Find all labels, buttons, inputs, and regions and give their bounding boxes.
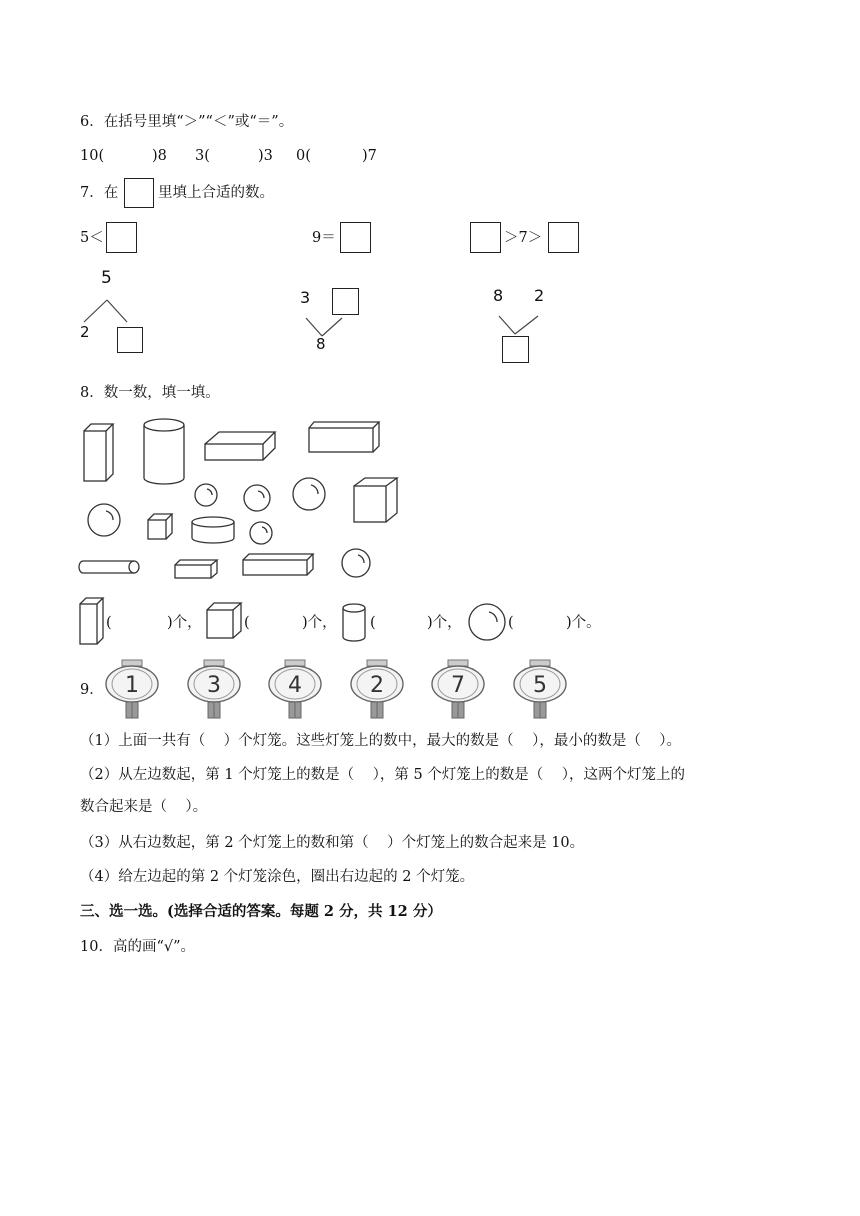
lantern-number: 2 xyxy=(369,673,384,698)
cube-icon xyxy=(148,514,172,539)
cylinder-icon xyxy=(144,419,184,484)
q9-sub2-line2: 数合起来是（ ）。 xyxy=(80,799,208,815)
q6-compare-3-left: 0( xyxy=(296,148,311,164)
q7-answer-box-1[interactable] xyxy=(106,222,137,253)
sphere-icon xyxy=(342,549,370,577)
lantern-icon[interactable] xyxy=(349,660,405,720)
lantern-icon[interactable] xyxy=(186,660,242,720)
cuboid-icon xyxy=(243,554,313,575)
q6-compare-1-left: 10( xyxy=(80,148,105,164)
q7-prefix: 7．在 xyxy=(80,185,119,201)
cuboid-icon xyxy=(80,598,103,644)
lantern-icon[interactable] xyxy=(267,660,323,720)
q7-split2-box[interactable] xyxy=(332,288,359,315)
q7-split3-box[interactable] xyxy=(502,336,529,363)
sphere-icon xyxy=(469,604,505,640)
q7-ineq2-text: ＞7＞ xyxy=(504,230,543,246)
cuboid-icon xyxy=(84,424,113,481)
lantern-icon[interactable] xyxy=(104,660,160,720)
q8-title: 8．数一数，填一填。 xyxy=(80,385,220,401)
q8-cuboid-open: ( xyxy=(106,615,112,631)
sphere-icon xyxy=(244,485,270,511)
sphere-icon xyxy=(250,522,272,544)
q8-cylinder-close: )个， xyxy=(427,615,462,631)
q7-answer-box-4[interactable] xyxy=(548,222,579,253)
q7-split3-right: 2 xyxy=(534,286,545,305)
cuboid-icon xyxy=(309,422,379,452)
q10-title: 10．高的画“√”。 xyxy=(80,939,196,955)
cylinder-icon xyxy=(343,604,365,641)
cube-icon xyxy=(354,478,397,522)
section3-heading: 三、选一选。(选择合适的答案。每题 2 分，共 12 分） xyxy=(80,903,442,920)
q6-compare-2-right: )3 xyxy=(258,148,273,164)
q9-sub1: （1）上面一共有（ ）个灯笼。这些灯笼上的数中，最大的数是（ ），最小的数是（ ）。 xyxy=(80,733,682,749)
cuboid-icon xyxy=(175,560,217,578)
lantern-number: 3 xyxy=(206,673,221,698)
q8-cylinder-open: ( xyxy=(370,615,376,631)
lantern-number: 4 xyxy=(288,673,302,698)
cylinder-icon xyxy=(192,517,234,543)
cuboid-icon xyxy=(205,432,275,460)
q7-split2-left: 3 xyxy=(300,288,311,307)
q7-split1-left: 2 xyxy=(80,323,90,341)
q8-cube-open: ( xyxy=(244,615,250,631)
q8-cuboid-close: )个， xyxy=(167,615,202,631)
q9-sub2-line1: （2）从左边数起，第 1 个灯笼上的数是（ ），第 5 个灯笼上的数是（ ），这两个灯笼上的 xyxy=(80,767,685,783)
q7-split2-bottom: 8 xyxy=(316,335,326,353)
lantern-number: 5 xyxy=(532,673,547,698)
sphere-icon xyxy=(88,504,120,536)
q7-example-box xyxy=(124,178,154,208)
lantern-icon[interactable] xyxy=(512,660,568,720)
q9-sub4: （4）给左边起的第 2 个灯笼涂色，圈出右边起的 2 个灯笼。 xyxy=(80,869,475,885)
cylinder-icon xyxy=(79,561,139,573)
q7-split1-top: 5 xyxy=(101,268,112,288)
q7-ineq1-text: 5＜ xyxy=(80,230,104,246)
q9-number: 9． xyxy=(80,682,104,698)
q9-sub3: （3）从右边数起，第 2 个灯笼上的数和第（ ）个灯笼上的数合起来是 10。 xyxy=(80,835,585,851)
q7-answer-box-2[interactable] xyxy=(340,222,371,253)
q7-answer-box-3[interactable] xyxy=(470,222,501,253)
lantern-icon[interactable] xyxy=(430,660,486,720)
q7-split3-left: 8 xyxy=(493,286,504,305)
q8-cube-close: )个， xyxy=(302,615,337,631)
sphere-icon xyxy=(195,484,217,506)
q6-compare-1-right: )8 xyxy=(152,148,167,164)
q7-split1-box[interactable] xyxy=(117,327,143,353)
q6-compare-3-right: )7 xyxy=(362,148,377,164)
sphere-icon xyxy=(293,478,325,510)
q8-answer-icons xyxy=(0,0,1,1)
q8-sphere-close: )个。 xyxy=(566,615,601,631)
cube-icon xyxy=(207,603,241,638)
q6-title: 6．在括号里填“＞”“＜”或“＝”。 xyxy=(80,114,294,130)
q6-compare-2-left: 3( xyxy=(195,148,210,164)
q8-sphere-open: ( xyxy=(508,615,514,631)
lantern-number: 1 xyxy=(125,673,139,698)
lantern-number: 7 xyxy=(451,673,465,698)
q7-suffix: 里填上合适的数。 xyxy=(158,185,274,201)
q7-eq1-text: 9＝ xyxy=(312,230,336,246)
